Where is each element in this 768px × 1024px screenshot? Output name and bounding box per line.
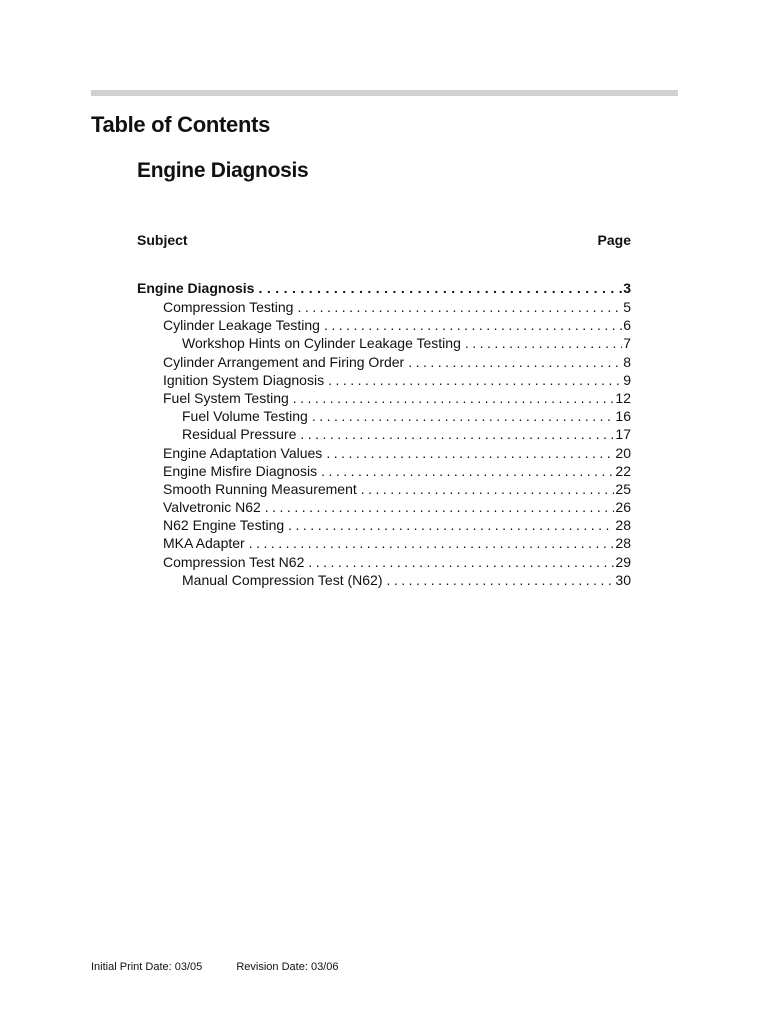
toc-entry[interactable]: [137, 316, 631, 334]
toc-entry[interactable]: [137, 407, 631, 425]
toc-entry-label: Fuel Volume Testing: [182, 408, 308, 425]
toc-entry[interactable]: [137, 353, 631, 371]
toc-entry-page-number: 16: [615, 408, 631, 425]
toc-entry-page-number: 28: [615, 535, 631, 552]
dot-leader: [326, 444, 614, 462]
initial-print-date: Initial Print Date: 03/05: [91, 961, 203, 973]
dot-leader: [288, 516, 614, 534]
dot-leader: [465, 334, 622, 352]
toc-entry[interactable]: [137, 498, 631, 516]
toc-entry-label: Engine Diagnosis: [137, 280, 255, 296]
toc-entry[interactable]: [137, 480, 631, 498]
dot-leader: [293, 389, 615, 407]
dot-leader: [387, 571, 615, 589]
toc-entry-label: Residual Pressure: [182, 426, 297, 443]
toc-entry-page-number: 6: [623, 317, 631, 334]
toc-entry-page-number: 26: [615, 499, 631, 516]
toc-entry-page-number: 17: [615, 426, 631, 443]
toc-entry-page-number: 20: [615, 444, 631, 461]
header-rule: [91, 90, 678, 96]
toc-entry[interactable]: [137, 534, 631, 552]
document-title: Table of Contents: [91, 112, 271, 137]
toc-entry-page-number: 29: [615, 553, 631, 570]
toc-entry-label: Engine Adaptation Values: [163, 444, 323, 461]
toc-entry-label: Smooth Running Measurement: [163, 480, 357, 497]
toc-entry-label: N62 Engine Testing: [163, 517, 285, 534]
toc-entry-page-number: 5: [623, 299, 631, 315]
toc-entry-page-number: 3: [623, 280, 631, 296]
toc-entry-page-number: 25: [615, 480, 631, 497]
toc-entry-label: Fuel System Testing: [163, 389, 289, 406]
toc-entry-label: Compression Test N62: [163, 553, 305, 570]
dot-leader: [321, 462, 614, 480]
toc-entry-page-number: 12: [615, 389, 631, 406]
toc-entry-label: Engine Misfire Diagnosis: [163, 462, 318, 479]
toc-entry-page-number: 30: [615, 571, 631, 588]
toc-entry-label: Valvetronic N62: [163, 499, 261, 516]
dot-leader: [297, 298, 622, 316]
toc-entry-label: Cylinder Arrangement and Firing Order: [163, 353, 405, 370]
toc-entry[interactable]: [137, 553, 631, 571]
toc-entry-page-number: 22: [615, 462, 631, 479]
toc-entry-page-number: 28: [615, 517, 631, 534]
toc-entry[interactable]: [137, 278, 631, 298]
dot-leader: [312, 407, 615, 425]
toc-entry[interactable]: [137, 298, 631, 316]
toc-entry-label: MKA Adapter: [163, 535, 245, 552]
toc-entry-label: Manual Compression Test (N62): [182, 571, 383, 588]
toc-entry[interactable]: [137, 444, 631, 462]
dot-leader: [328, 371, 622, 389]
dot-leader: [249, 534, 615, 552]
toc-entry[interactable]: [137, 571, 631, 589]
page-footer: [91, 961, 338, 973]
table-of-contents-list: [137, 278, 631, 589]
dot-leader: [258, 278, 622, 298]
toc-entry[interactable]: [137, 425, 631, 443]
page-column-header: Page: [597, 232, 631, 248]
dot-leader: [408, 353, 622, 371]
toc-entry[interactable]: [137, 516, 631, 534]
toc-entry[interactable]: [137, 462, 631, 480]
toc-entry-page-number: 7: [623, 335, 631, 352]
toc-entry[interactable]: [137, 371, 631, 389]
dot-leader: [308, 553, 614, 571]
toc-entry-label: Ignition System Diagnosis: [163, 371, 325, 388]
dot-leader: [361, 480, 615, 498]
toc-entry-label: Workshop Hints on Cylinder Leakage Testing: [182, 335, 461, 352]
dot-leader: [265, 498, 615, 516]
dot-leader: [300, 425, 614, 443]
toc-entry[interactable]: [137, 389, 631, 407]
dot-leader: [324, 316, 622, 334]
toc-entry-page-number: 8: [623, 353, 631, 370]
toc-entry-label: Cylinder Leakage Testing: [163, 317, 320, 334]
toc-entry[interactable]: [137, 334, 631, 352]
section-title: Engine Diagnosis: [137, 159, 309, 182]
toc-entry-label: Compression Testing: [163, 299, 294, 315]
revision-date: Revision Date: 03/06: [236, 961, 339, 973]
subject-column-header: Subject: [137, 232, 188, 248]
toc-entry-page-number: 9: [623, 371, 631, 388]
